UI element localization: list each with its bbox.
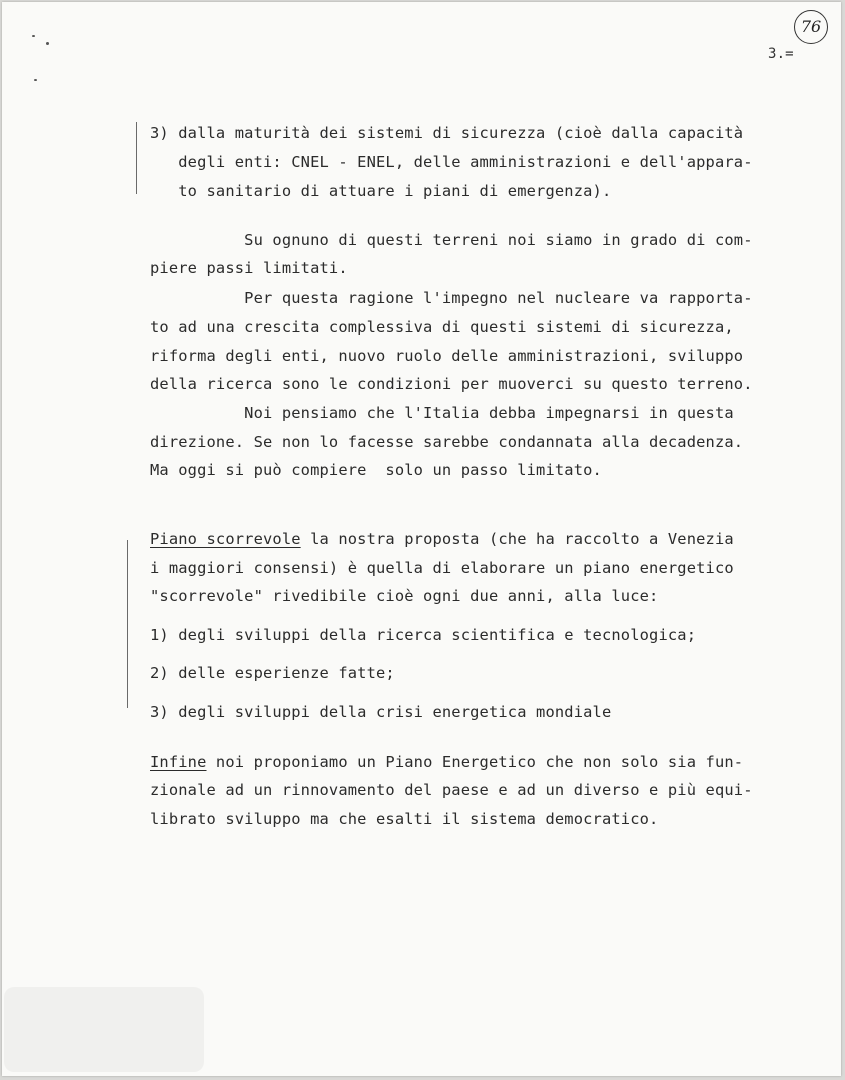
list-item: 1) degli sviluppi della ricerca scientifica e tecnologica;	[150, 626, 697, 644]
text-line: Noi pensiamo che l'Italia debba impegnarsi in questa	[150, 404, 734, 422]
stray-mark	[46, 42, 49, 45]
text-line: Per questa ragione l'impegno nel nucleare va rapporta-	[150, 289, 753, 307]
text-line: Ma oggi si può compiere solo un passo limitato.	[150, 461, 602, 479]
section-heading-infine: Infine	[150, 753, 207, 771]
text-line: piere passi limitati.	[150, 259, 348, 277]
text-fragment: noi proponiamo un Piano Energetico che non solo sia fun-	[206, 753, 744, 771]
margin-bracket	[127, 540, 128, 708]
text-line: riforma degli enti, nuovo ruolo delle amministrazioni, sviluppo	[150, 347, 744, 365]
text-line	[150, 530, 734, 548]
text-line: librato sviluppo ma che esalti il sistema democratico.	[150, 810, 659, 828]
margin-bracket	[136, 122, 137, 194]
text-line: della ricerca sono le condizioni per muoverci su questo terreno.	[150, 375, 753, 393]
text-line: to sanitario di attuare i piani di emergenza).	[150, 182, 612, 200]
text-line: 3) dalla maturità dei sistemi di sicurezza (cioè dalla capacità	[150, 124, 744, 142]
list-item: 2) delle esperienze fatte;	[150, 664, 395, 682]
stray-mark	[34, 79, 37, 81]
text-line: to ad una crescita complessiva di questi sistemi di sicurezza,	[150, 318, 734, 336]
text-line: i maggiori consensi) è quella di elaborare un piano energetico	[150, 559, 734, 577]
text-line: "scorrevole" rivedibile cioè ogni due anni, alla luce:	[150, 587, 659, 605]
stray-mark	[32, 35, 35, 37]
document-page	[2, 2, 841, 1076]
circled-page-number: 76	[794, 10, 828, 44]
watermark-logo	[4, 987, 204, 1072]
watermark-vertical	[252, 2, 292, 16]
page-number: 3.=	[768, 46, 794, 62]
text-line: degli enti: CNEL - ENEL, delle amministrazioni e dell'appara-	[150, 153, 753, 171]
text-fragment: la nostra proposta (che ha raccolto a Venezia	[300, 530, 734, 548]
text-line: direzione. Se non lo facesse sarebbe condannata alla decadenza.	[150, 433, 744, 451]
section-heading-piano-scorrevole: Piano scorrevole	[150, 530, 301, 548]
list-item: 3) degli sviluppi della crisi energetica mondiale	[150, 703, 612, 721]
text-line	[150, 753, 743, 771]
text-line: Su ognuno di questi terreni noi siamo in grado di com-	[150, 231, 753, 249]
text-line: zionale ad un rinnovamento del paese e ad un diverso e più equi-	[150, 781, 753, 799]
